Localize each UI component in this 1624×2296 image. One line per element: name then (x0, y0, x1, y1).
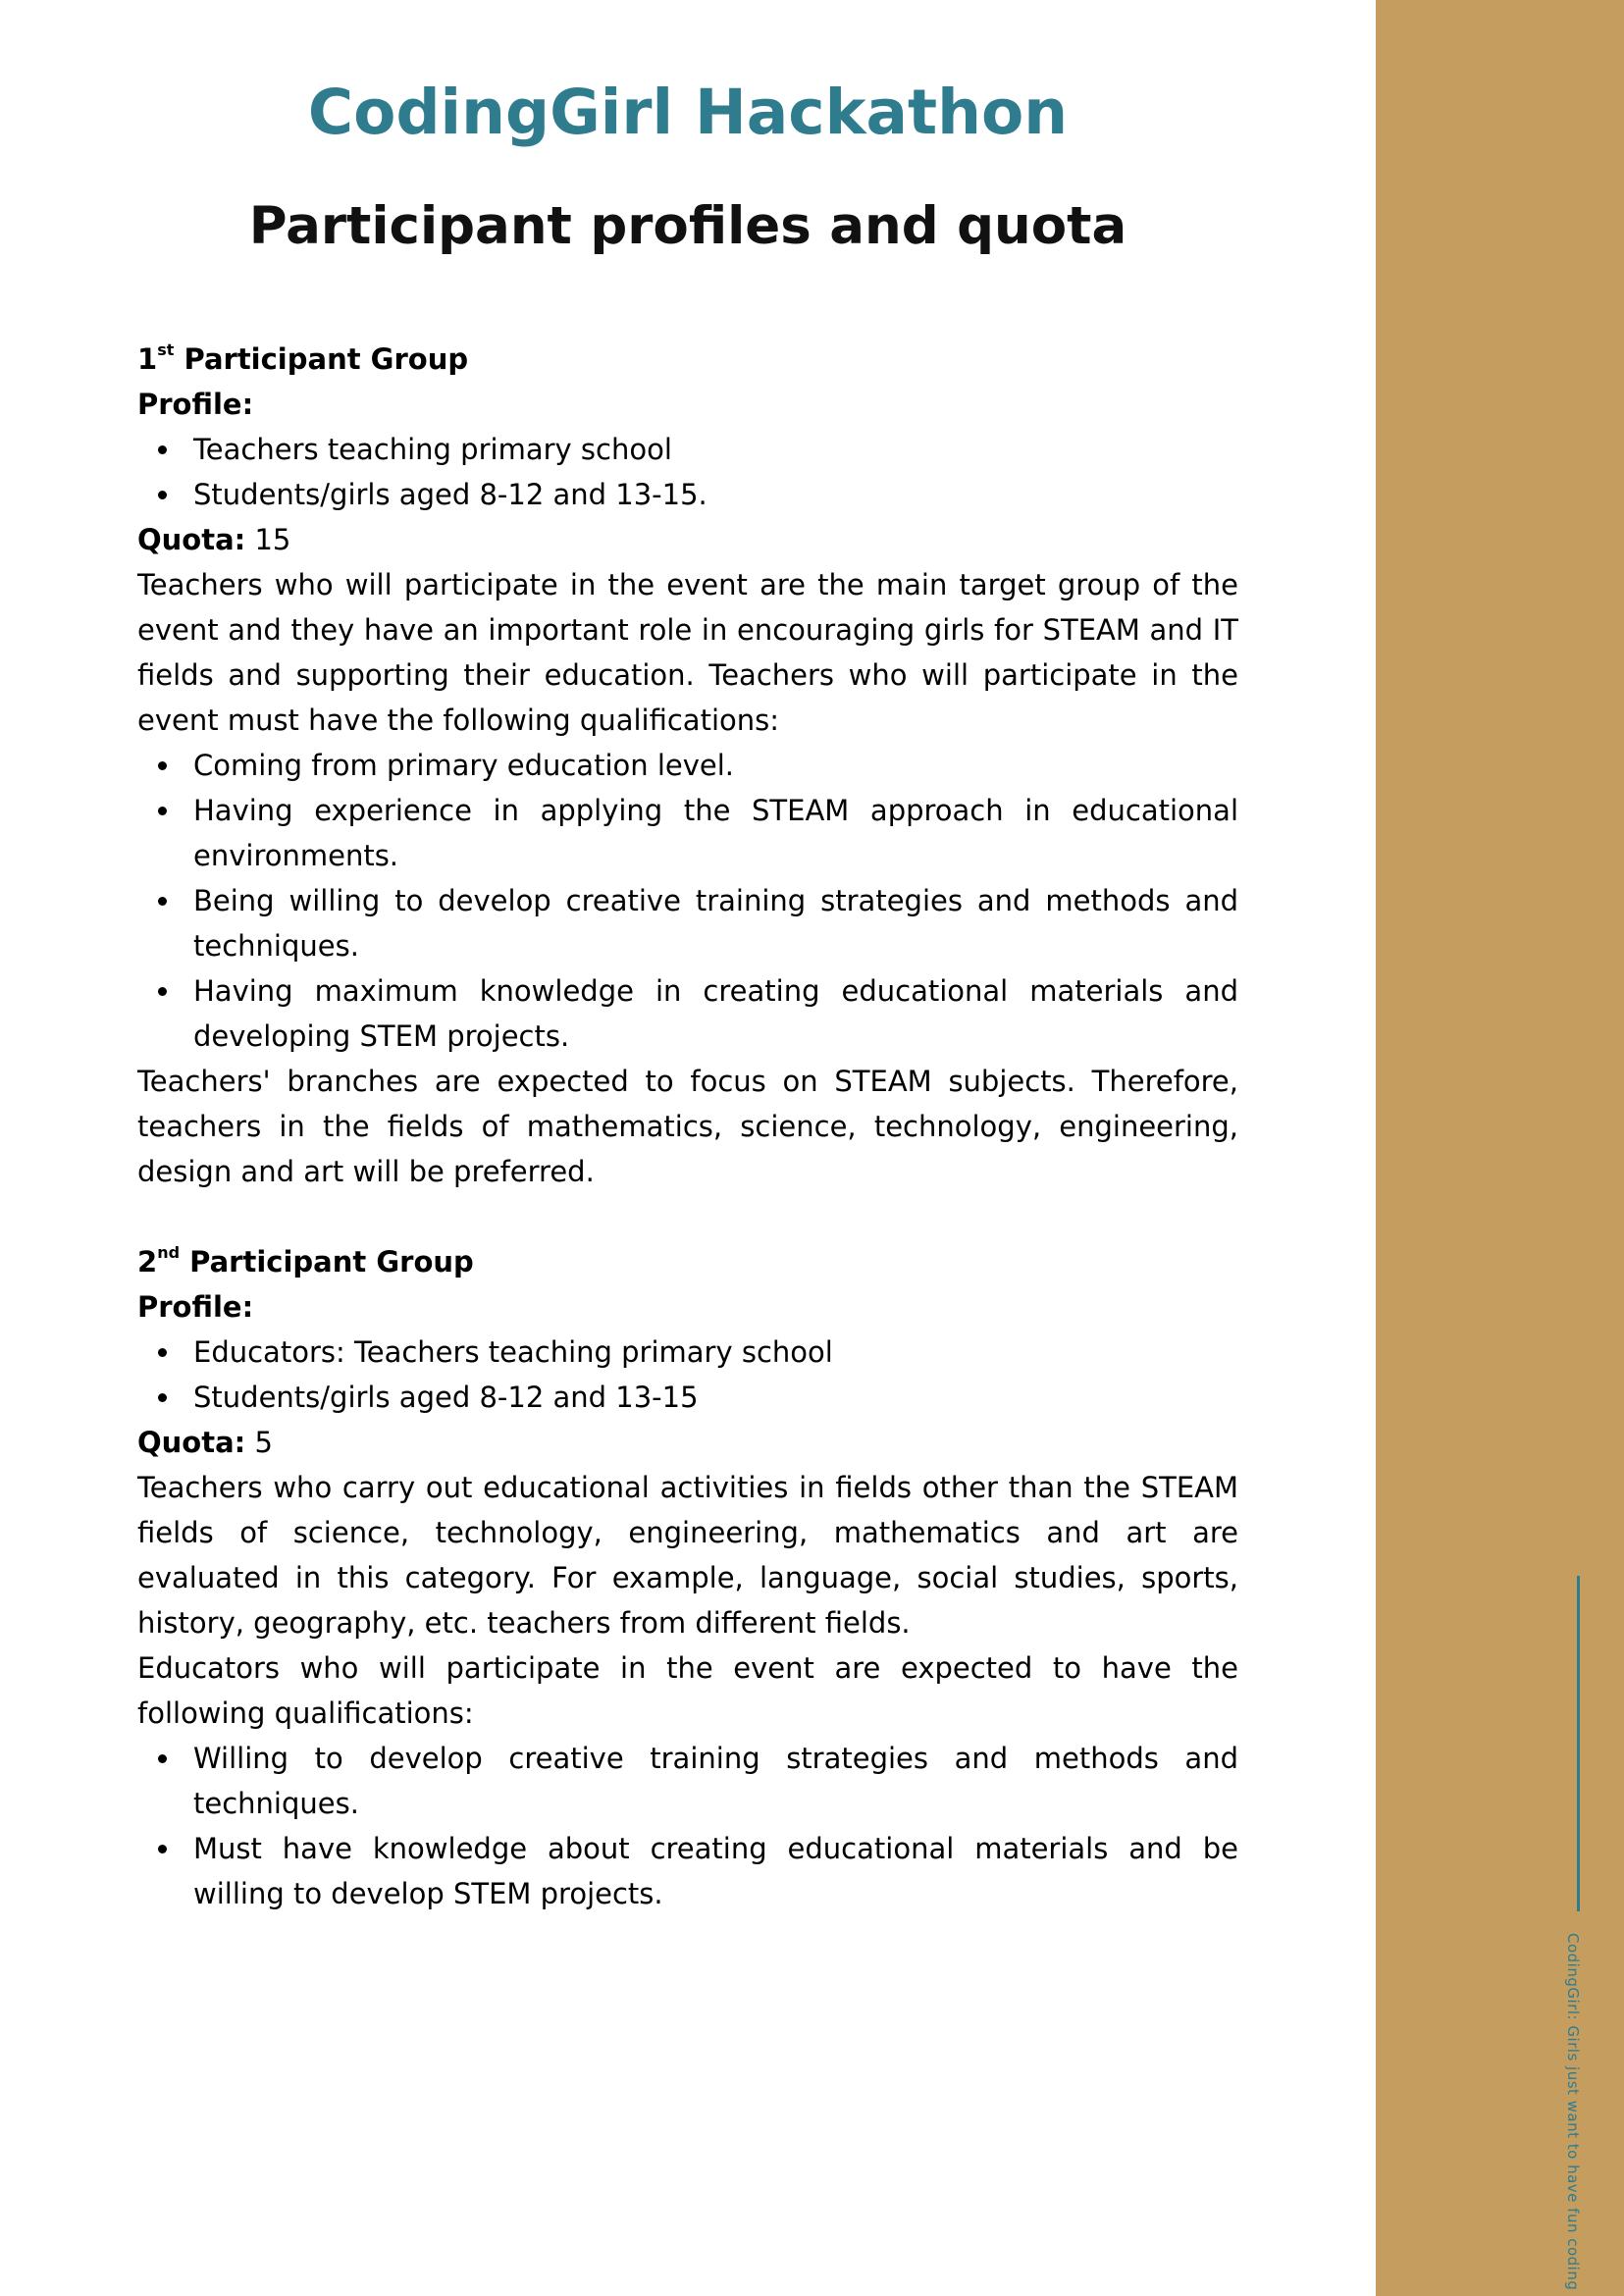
decorative-sidebar (1376, 0, 1624, 2296)
bullet-icon (158, 1845, 167, 1853)
group-2-qualifications-list (137, 1736, 1238, 1916)
group-2-quota-value: 5 (254, 1426, 273, 1459)
list-item-text: Having maximum knowledge in creating educational materials and developing STEM projects. (193, 974, 1238, 1053)
sidebar-tagline: CodingGirl: Girls just want to have fun coding (1564, 1933, 1582, 2291)
list-item (193, 1330, 1238, 1375)
list-item-text: Must have knowledge about creating educational materials and be willing to develop STEM projects. (193, 1832, 1238, 1910)
document-body (137, 337, 1238, 1916)
bullet-icon (158, 987, 167, 996)
group-1-closing: Teachers' branches are expected to focus on STEAM subjects. Therefore, teachers in the fields of mathematics, science, technology, engineering, design and art will be preferred. (137, 1065, 1238, 1188)
group-1-profile-list (137, 427, 1238, 517)
group-1-quota (137, 517, 1238, 562)
group-1-quota-label: Quota: (137, 523, 246, 556)
sidebar-divider-line (1577, 1576, 1580, 1911)
group-1-number: 1 (137, 342, 158, 376)
list-item (193, 968, 1238, 1059)
group-2-title: Participant Group (189, 1245, 474, 1278)
group-1-ordinal-suffix: st (157, 340, 175, 359)
section-spacer (137, 1194, 1238, 1239)
group-2-intro: Teachers who carry out educational activities in fields other than the STEAM fields of science, technology, engineering, mathematics and art are evaluated in this category. For example, language, social studies, sports, history, geography, etc. teachers from different fields. (137, 1471, 1238, 1640)
group-2-quota-label: Quota: (137, 1426, 246, 1459)
group-2-intro-2: Educators who will participate in the event are expected to have the following qualifications: (137, 1651, 1238, 1730)
group-2-profile-list (137, 1330, 1238, 1420)
bullet-icon (158, 807, 167, 815)
bullet-icon (158, 1754, 167, 1763)
group-2-quota (137, 1420, 1238, 1465)
document-title: CodingGirl Hackathon (307, 77, 1069, 148)
group-2-number: 2 (137, 1245, 158, 1278)
group-1-section (137, 337, 1238, 1194)
group-1-intro: Teachers who will participate in the event are the main target group of the event and they have an important role in encouraging girls for STEAM and IT fields and supporting their education. Teachers who will participate in the event must have the following qualifications: (137, 568, 1238, 737)
group-1-quota-value: 15 (254, 523, 291, 556)
list-item-text: Teachers teaching primary school (193, 433, 672, 466)
document-subtitle: Participant profiles and quota (248, 196, 1127, 256)
list-item-text: Coming from primary education level. (193, 749, 735, 782)
group-2-profile-label: Profile: (137, 1290, 254, 1324)
list-item (193, 1375, 1238, 1420)
bullet-icon (158, 1348, 167, 1357)
list-item (193, 788, 1238, 878)
list-item (193, 878, 1238, 968)
list-item (193, 1736, 1238, 1826)
bullet-icon (158, 897, 167, 906)
list-item (193, 472, 1238, 517)
group-1-title: Participant Group (183, 342, 469, 376)
list-item-text: Educators: Teachers teaching primary school (193, 1335, 833, 1369)
list-item (193, 1826, 1238, 1916)
list-item (193, 427, 1238, 472)
bullet-icon (158, 761, 167, 770)
group-1-qualifications-list (137, 743, 1238, 1059)
list-item-text: Willing to develop creative training strategies and methods and techniques. (193, 1742, 1238, 1820)
group-2-section (137, 1239, 1238, 1916)
list-item-text: Students/girls aged 8-12 and 13-15 (193, 1381, 699, 1414)
group-2-heading (137, 1239, 1238, 1284)
group-1-profile-label: Profile: (137, 388, 254, 421)
group-1-heading (137, 337, 1238, 382)
bullet-icon (158, 445, 167, 454)
bullet-icon (158, 491, 167, 499)
bullet-icon (158, 1393, 167, 1402)
list-item-text: Having experience in applying the STEAM approach in educational environments. (193, 794, 1238, 872)
list-item (193, 743, 1238, 788)
list-item-text: Being willing to develop creative training strategies and methods and techniques. (193, 884, 1238, 963)
list-item-text: Students/girls aged 8-12 and 13-15. (193, 478, 707, 511)
group-2-ordinal-suffix: nd (157, 1243, 181, 1262)
